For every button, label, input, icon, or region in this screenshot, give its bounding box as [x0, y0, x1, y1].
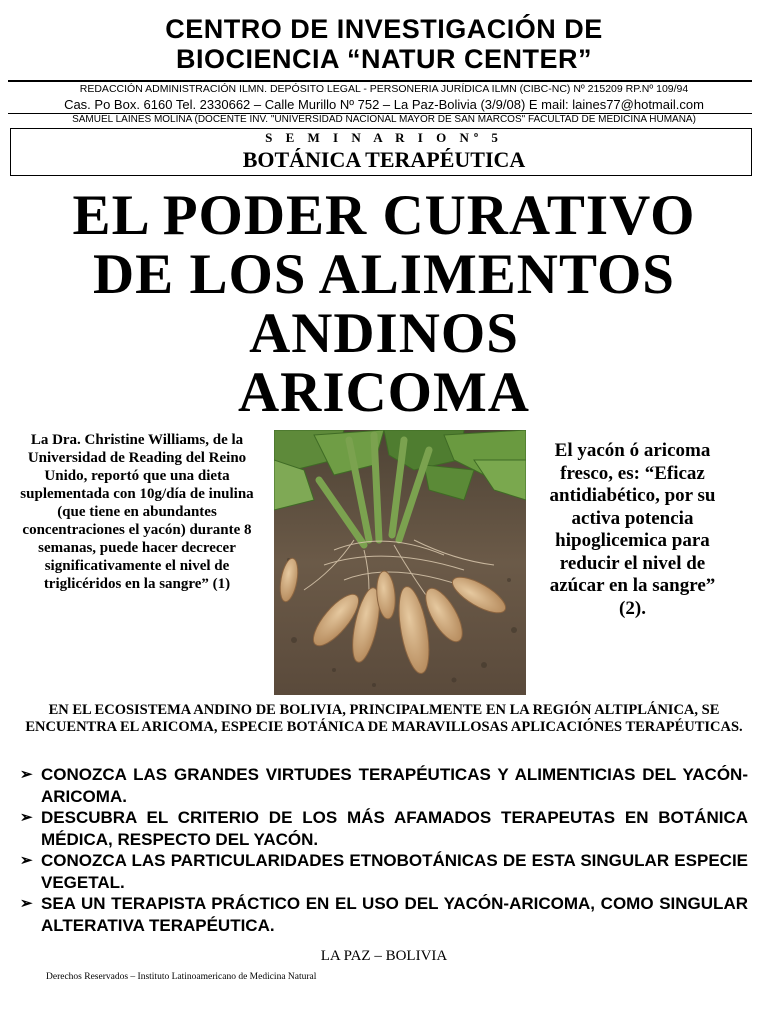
intro-paragraph: EN EL ECOSISTEMA ANDINO DE BOLIVIA, PRINCIPALMENTE EN LA REGIÓN ALTIPLÁNICA, SE ENCUENTRA EL ARICOMA, ESPECIE BOTÁNICA DE MARAVILLOSAS APLICACIÓNES TERAPÉUTICAS.	[25, 702, 743, 735]
header-divider-top	[8, 80, 752, 82]
copyright-footer: Derechos Reservados – Instituto Latinoamericano de Medicina Natural	[46, 972, 317, 982]
list-item-text: DESCUBRA EL CRITERIO DE LOS MÁS AFAMADOS TERAPEUTAS EN BOTÁNICA MÉDICA, RESPECTO DEL YACÓN.	[41, 808, 748, 849]
right-quote: El yacón ó aricoma fresco, es: “Eficaz antidiabético, por su activa potencia hipoglicemica para reducir el nivel de azúcar en la sangre” (2).	[549, 440, 716, 619]
list-item-text: CONOZCA LAS GRANDES VIRTUDES TERAPÉUTICAS Y ALIMENTICIAS DEL YACÓN-ARICOMA.	[41, 765, 748, 806]
list-item	[20, 850, 748, 893]
institution-title	[0, 14, 768, 74]
contact-line: Cas. Po Box. 6160 Tel. 2330662 – Calle Murillo Nº 752 – La Paz-Bolivia (3/9/08) E mail: laines77@hotmail.com	[64, 97, 704, 112]
admin-line: REDACCIÓN ADMINISTRACIÓN ILMN. DEPÓSITO LEGAL - PERSONERIA JURÍDICA ILMN (CIBC-NC) Nº 215209 RP.Nº 109/94	[79, 83, 689, 95]
place-line: LA PAZ – BOLIVIA	[320, 948, 448, 964]
main-title-line1: EL PODER CURATIVO	[72, 184, 696, 247]
list-item	[20, 893, 748, 936]
seminar-topic: BOTÁNICA TERAPÉUTICA	[242, 147, 526, 172]
main-title-line2: DE LOS ALIMENTOS	[93, 243, 675, 306]
list-item	[20, 764, 748, 807]
arrowhead-icon: ➢	[20, 852, 33, 869]
list-item-text: CONOZCA LAS PARTICULARIDADES ETNOBOTÁNICAS DE ESTA SINGULAR ESPECIE VEGETAL.	[41, 851, 748, 892]
benefits-list	[20, 764, 748, 936]
main-title-line3: ANDINOS	[249, 302, 519, 365]
arrowhead-icon: ➢	[20, 809, 33, 826]
main-title-line4: ARICOMA	[238, 361, 530, 424]
arrowhead-icon: ➢	[20, 766, 33, 783]
seminar-label: S E M I N A R I O Nº 5	[265, 130, 503, 145]
author-line: SAMUEL LAINES MOLINA (DOCENTE INV. "UNIVERSIDAD NACIONAL MAYOR DE SAN MARCOS" FACULTAD DE MEDICINA HUMANA)	[72, 114, 696, 125]
list-item-text: SEA UN TERAPISTA PRÁCTICO EN EL USO DEL YACÓN-ARICOMA, COMO SINGULAR ALTERATIVA TERAPÉUTICA.	[41, 894, 748, 935]
institution-title-line2: BIOCIENCIA “NATUR CENTER”	[176, 44, 592, 74]
main-title	[0, 186, 768, 422]
institution-title-line1: CENTRO DE INVESTIGACIÓN DE	[165, 14, 603, 44]
yacon-plant-photo	[274, 430, 526, 695]
left-quote: La Dra. Christine Williams, de la Universidad de Reading del Reino Unido, reportó que una dieta suplementada con 10g/día de inulina (que tiene en abundantes concentraciones el yacón) durante 8 semanas, puede hacer decrecer significativamente el nivel de triglicéridos en la sangre” (1)	[20, 432, 254, 592]
list-item	[20, 807, 748, 850]
arrowhead-icon: ➢	[20, 895, 33, 912]
